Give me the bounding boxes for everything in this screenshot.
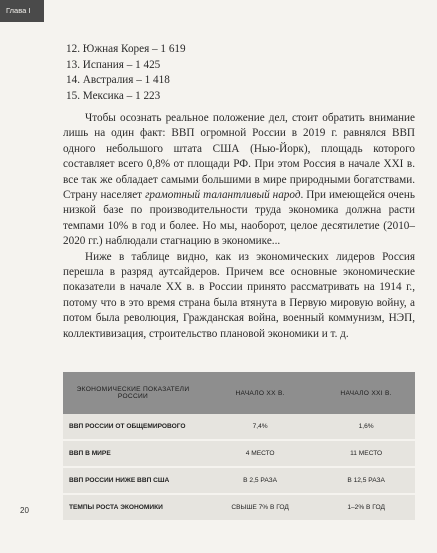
table-cell: 4 МЕСТО — [203, 440, 317, 467]
ranking-list — [66, 42, 186, 104]
table-cell: В 12,5 РАЗА — [317, 467, 415, 494]
table-row — [63, 494, 415, 521]
column-header: ЭКОНОМИЧЕСКИЕ ПОКАЗАТЕЛИ РОССИИ — [63, 372, 203, 414]
body-text — [63, 111, 415, 342]
table-header-row — [63, 372, 415, 414]
table-cell: СВЫШЕ 7% В ГОД — [203, 494, 317, 521]
chapter-header — [0, 0, 44, 22]
paragraph-1-text-b: . При имеющейся очень низкой базе по производительности труда экономика должна расти темпами 10% в год и более. Но мы, наоборот, целое десятилетие (2010–2020 гг.) наблюдали стагнацию в экономике... — [63, 189, 415, 248]
row-label: ВВП РОССИИ ОТ ОБЩЕМИРОВОГО — [63, 414, 203, 440]
table-cell: 11 МЕСТО — [317, 440, 415, 467]
paragraph-1-italic: грамотный талантливый народ — [145, 189, 301, 202]
table-cell: В 2,5 РАЗА — [203, 467, 317, 494]
paragraph-2: Ниже в таблице видно, как из экономических лидеров Россия перешла в разряд аутсайдеров. Причем все основные экономические показатели в начале XX в. в России принято рассматривать на 1914 г., потому что в это время страна была втянута в Первую мировую войну, а потом была революция, Гражданская война, военный коммунизм, НЭП, коллективизация, строительство плановой экономики и т. д. — [63, 250, 415, 340]
list-item: 15. Мексика – 1 223 — [66, 89, 161, 102]
table-cell: 1–2% В ГОД — [317, 494, 415, 521]
list-item: 12. Южная Корея – 1 619 — [66, 43, 186, 55]
row-label: ВВП РОССИИ НИЖЕ ВВП США — [63, 467, 203, 494]
column-header: НАЧАЛО XXI В. — [317, 372, 415, 414]
row-label: ВВП В МИРЕ — [63, 440, 203, 467]
paragraph-1-text-a: Чтобы осознать реальное положение дел, стоит обратить внимание лишь на один факт: ВВП огромной России в 2019 г. равнялся ВВП одного небольшого штата США (Нью-Йорк), площадь которого составляет всего 0,8% от площади РФ. При этом Россия в начале XXI в. все так же обладает самыми большими в мире природными богатствами. Страну населяет — [63, 112, 415, 202]
table-row — [63, 467, 415, 494]
row-label: ТЕМПЫ РОСТА ЭКОНОМИКИ — [63, 494, 203, 521]
list-item: 13. Испания – 1 425 — [66, 58, 161, 71]
page-number: 20 — [20, 506, 29, 515]
table-row — [63, 414, 415, 440]
chapter-title: Глава I — [6, 6, 31, 15]
table-cell: 1,6% — [317, 414, 415, 440]
economic-indicators-table — [63, 372, 415, 522]
list-item: 14. Австралия – 1 418 — [66, 74, 170, 86]
table-cell: 7,4% — [203, 414, 317, 440]
column-header: НАЧАЛО XX В. — [203, 372, 317, 414]
table-row — [63, 440, 415, 467]
paragraph-1 — [63, 111, 415, 250]
